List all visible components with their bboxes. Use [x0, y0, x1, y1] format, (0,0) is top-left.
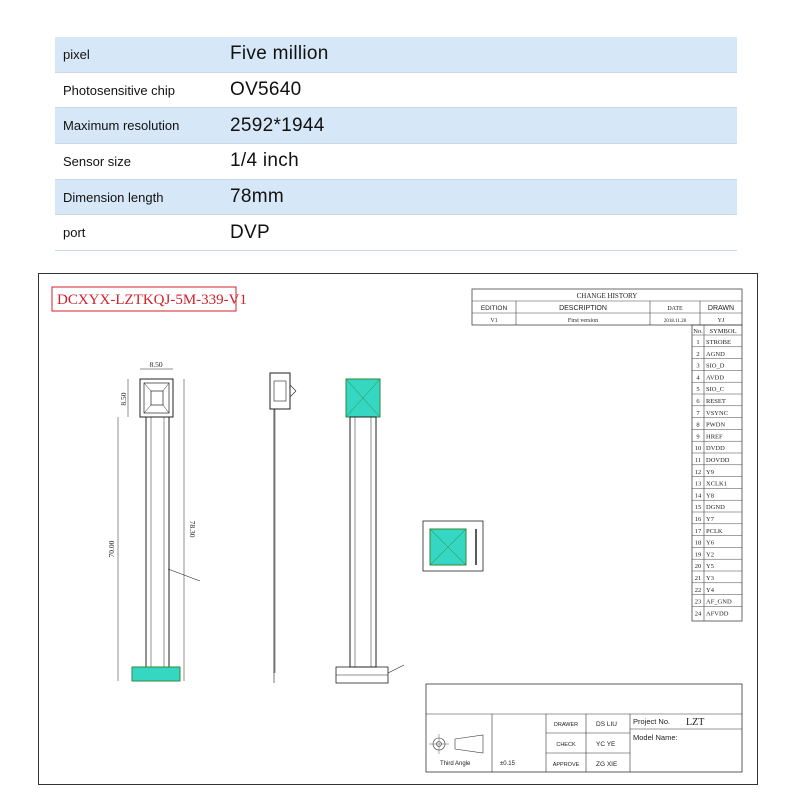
change-history-table: [472, 289, 742, 325]
pin-symbol: RESET: [706, 398, 726, 405]
spec-row: [55, 108, 737, 144]
pin-header-symbol: SYMBOL: [709, 328, 737, 335]
front-view: [107, 360, 200, 681]
project-label: Project No.: [633, 717, 671, 726]
pin-symbol: DOVDD: [706, 457, 730, 464]
pin-number: 6: [696, 398, 700, 405]
spec-value: OV5640: [230, 79, 302, 101]
spec-value: 2592*1944: [230, 114, 325, 136]
pin-number: 23: [694, 598, 702, 606]
pin-symbol: DVDD: [706, 445, 725, 453]
spec-row: [55, 144, 737, 180]
spec-value: 78mm: [230, 186, 284, 208]
pin-symbol: AFVDD: [706, 610, 729, 618]
spec-row: [55, 180, 737, 216]
dim-cable-length: 70.00: [107, 540, 116, 558]
project-value: LZT: [686, 717, 705, 728]
pin-number: 5: [696, 386, 700, 394]
pin-number: 17: [694, 527, 702, 535]
col-drawn: DRAWN: [707, 305, 735, 312]
spec-label: Dimension length: [63, 189, 164, 205]
pin-number: 24: [694, 610, 702, 618]
pin-number: 16: [694, 516, 702, 523]
col-edition: EDITION: [480, 305, 508, 312]
pin-symbol: STROBE: [706, 339, 731, 346]
pin-number: 20: [694, 563, 702, 571]
pin-symbol: VSYNC: [706, 409, 729, 417]
pin-number: 8: [696, 421, 700, 429]
pin-number: 22: [694, 586, 702, 594]
spec-value: 1/4 inch: [230, 150, 299, 172]
spec-label: pixel: [63, 46, 90, 62]
spec-label: port: [63, 225, 86, 241]
row-drawn: YJ: [717, 318, 725, 324]
pin-number: 1: [696, 339, 700, 346]
pin-symbol: Y3: [706, 575, 714, 582]
pin-number: 13: [694, 480, 702, 488]
pin-symbol: Y2: [706, 551, 714, 559]
row-description: First version: [567, 318, 599, 324]
third-angle-label: Third Angle: [440, 761, 471, 767]
detail-view: [423, 521, 483, 571]
pin-number: 4: [696, 374, 700, 382]
pin-symbol: Y5: [706, 563, 714, 571]
model-label: Model Name:: [633, 733, 678, 742]
dim-height-left: 8.50: [119, 392, 128, 406]
pin-symbol: XCLK1: [706, 480, 727, 488]
back-view: [336, 379, 404, 683]
spec-table: [55, 37, 737, 251]
col-description: DESCRIPTION: [559, 305, 607, 312]
spec-row: [55, 37, 737, 73]
pin-number: 9: [696, 433, 700, 441]
tolerance: ±0.15: [500, 761, 515, 767]
pin-symbol: Y9: [706, 468, 714, 476]
pin-number: 11: [694, 457, 702, 464]
spec-label: Sensor size: [63, 153, 131, 169]
check-label: CHECK: [556, 742, 576, 748]
pin-header-no: No.: [693, 328, 703, 335]
pin-symbol: Y8: [706, 492, 714, 500]
pin-symbol: PWDN: [706, 421, 726, 429]
pin-number: 2: [696, 350, 700, 358]
pin-table: [692, 325, 742, 621]
pin-symbol: DGND: [706, 504, 725, 512]
spec-value: DVP: [230, 221, 270, 243]
spec-label: Photosensitive chip: [63, 82, 176, 98]
pin-number: 18: [694, 539, 702, 547]
pin-symbol: Y6: [706, 539, 714, 547]
pin-number: 19: [694, 551, 702, 559]
pin-symbol: Y4: [706, 586, 714, 594]
pin-number: 14: [694, 492, 702, 500]
dim-width-top: 8.50: [149, 360, 163, 369]
pin-symbol: SIO_D: [706, 362, 725, 370]
drawing-canvas: [38, 273, 758, 785]
pin-number: 21: [694, 575, 702, 582]
pin-symbol: PCLK: [706, 527, 723, 535]
title-block: [426, 684, 742, 772]
pin-symbol: AVDD: [706, 374, 724, 382]
row-date: 2018.11.28: [663, 319, 687, 324]
spec-label: Maximum resolution: [63, 118, 180, 134]
spec-value: Five million: [230, 43, 329, 65]
approve-label: APPROVE: [552, 762, 580, 768]
pin-number: 7: [696, 409, 700, 417]
pin-number: 12: [694, 468, 702, 476]
pin-number: 3: [696, 362, 700, 370]
pin-symbol: HREF: [706, 433, 723, 441]
part-number: DCXYX-LZTKQJ-5M-339-V1: [57, 292, 247, 308]
pin-symbol: AF_GND: [706, 598, 732, 606]
pin-number: 10: [694, 445, 702, 453]
dim-overall-length: 78.30: [188, 520, 197, 538]
mechanical-drawing: [38, 273, 758, 785]
pin-symbol: SIO_C: [706, 386, 725, 394]
change-history-title: CHANGE HISTORY: [576, 292, 638, 300]
side-view: [270, 373, 296, 683]
drawer-label: DRAWER: [553, 722, 579, 728]
spec-row: [55, 73, 737, 109]
pin-symbol: AGND: [706, 350, 725, 358]
row-edition: V1: [490, 318, 498, 324]
approve-name: ZG XIE: [596, 761, 618, 768]
pin-number: 15: [694, 504, 702, 512]
check-name: YC YE: [596, 741, 616, 748]
col-date: DATE: [667, 306, 683, 312]
spec-row: [55, 215, 737, 251]
drawer-name: DS LIU: [596, 721, 617, 728]
pin-symbol: Y7: [706, 516, 714, 523]
